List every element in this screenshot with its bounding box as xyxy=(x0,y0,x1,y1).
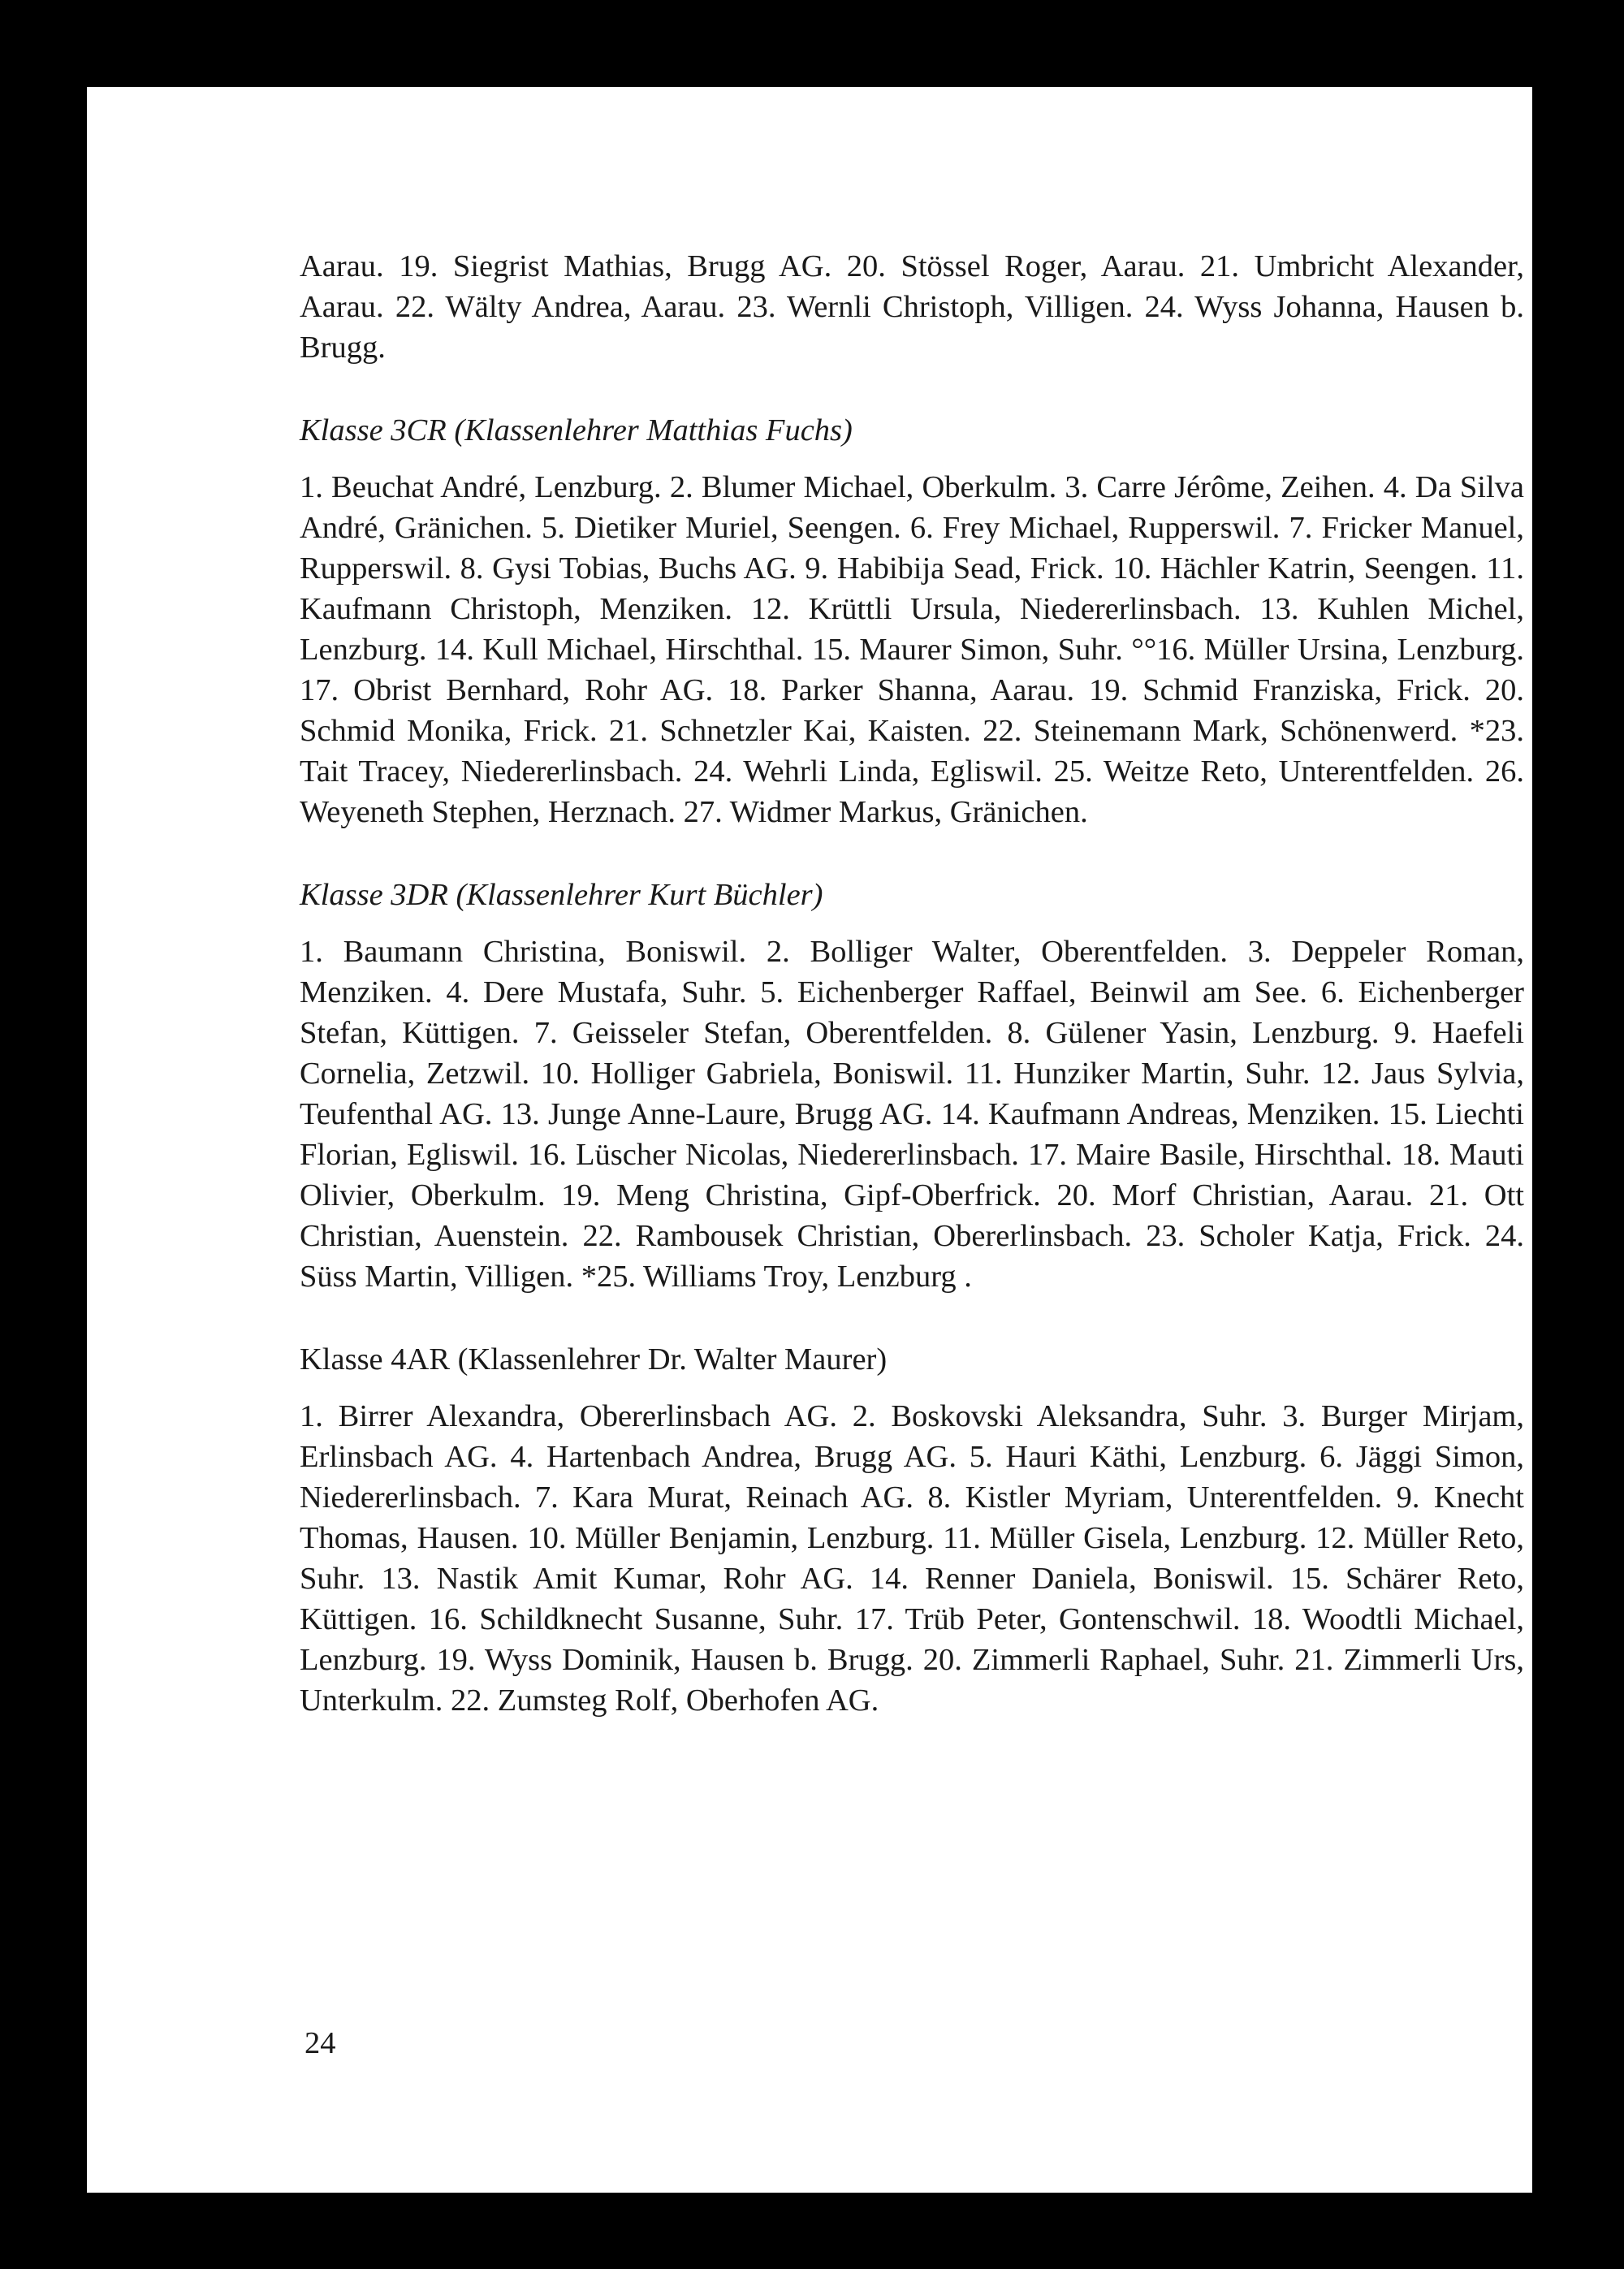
page-content xyxy=(300,246,1524,1721)
spacer xyxy=(300,1380,1524,1396)
spacer xyxy=(300,915,1524,931)
class-heading-3cr: Klasse 3CR (Klassenlehrer Matthias Fuchs) xyxy=(300,413,853,447)
spacer xyxy=(300,832,1524,875)
class-list-3dr: 1. Baumann Christina, Boniswil. 2. Bolliger Walter, Oberentfelden. 3. Deppeler Roman, Menziken. 4. Dere Mustafa, Suhr. 5. Eichenberger Raffael, Beinwil am See. 6. Eichenberger Stefan, Küttigen. 7. Geisseler Stefan, Oberentfelden. 8. Gülener Yasin, Lenzburg. 9. Haefeli Cornelia, Zetzwil. 10. Holliger Gabriela, Boniswil. 11. Hunziker Martin, Suhr. 12. Jaus Sylvia, Teufenthal AG. 13. Junge Anne-Laure, Brugg AG. 14. Kaufmann Andreas, Menziken. 15. Liechti Florian, Egliswil. 16. Lüscher Nicolas, Niedererlinsbach. 17. Maire Basile, Hirschthal. 18. Mauti Olivier, Oberkulm. 19. Meng Christina, Gipf-Oberfrick. 20. Morf Christian, Aarau. 21. Ott Christian, Auenstein. 22. Rambousek Christian, Obererlinsbach. 23. Scholer Katja, Frick. 24. Süss Martin, Villigen. *25. Williams Troy, Lenzburg . xyxy=(300,935,1524,1294)
spacer xyxy=(300,368,1524,410)
continued-paragraph: Aarau. 19. Siegrist Mathias, Brugg AG. 20. Stössel Roger, Aarau. 21. Umbricht Alexander, Aarau. 22. Wälty Andrea, Aarau. 23. Wernli Christoph, Villigen. 24. Wyss Johanna, Hausen b. Brugg. xyxy=(300,249,1524,365)
document-page xyxy=(87,87,1532,2193)
spacer xyxy=(300,1297,1524,1339)
class-heading-4ar: Klasse 4AR (Klassenlehrer Dr. Walter Maurer) xyxy=(300,1342,888,1377)
class-list-3cr: 1. Beuchat André, Lenzburg. 2. Blumer Michael, Oberkulm. 3. Carre Jérôme, Zeihen. 4. Da Silva André, Gränichen. 5. Dietiker Muriel, Seengen. 6. Frey Michael, Rupperswil. 7. Fricker Manuel, Rupperswil. 8. Gysi Tobias, Buchs AG. 9. Habibija Sead, Frick. 10. Hächler Katrin, Seengen. 11. Kaufmann Christoph, Menziken. 12. Krüttli Ursula, Niedererlinsbach. 13. Kuhlen Michel, Lenzburg. 14. Kull Michael, Hirschthal. 15. Maurer Simon, Suhr. °°16. Müller Ursina, Lenzburg. 17. Obrist Bernhard, Rohr AG. 18. Parker Shanna, Aarau. 19. Schmid Franziska, Frick. 20. Schmid Monika, Frick. 21. Schnetzler Kai, Kaisten. 22. Steinemann Mark, Schönenwerd. *23. Tait Tracey, Niedererlinsbach. 24. Wehrli Linda, Egliswil. 25. Weitze Reto, Unterentfelden. 26. Weyeneth Stephen, Herznach. 27. Widmer Markus, Gränichen. xyxy=(300,470,1524,829)
class-heading-3dr: Klasse 3DR (Klassenlehrer Kurt Büchler) xyxy=(300,878,823,912)
page-number: 24 xyxy=(304,2026,336,2060)
spacer xyxy=(300,451,1524,467)
class-list-4ar: 1. Birrer Alexandra, Obererlinsbach AG. 2. Boskovski Aleksandra, Suhr. 3. Burger Mirjam, Erlinsbach AG. 4. Hartenbach Andrea, Brugg AG. 5. Hauri Käthi, Lenzburg. 6. Jäggi Simon, Niedererlinsbach. 7. Kara Murat, Reinach AG. 8. Kistler Myriam, Unterentfelden. 9. Knecht Thomas, Hausen. 10. Müller Benjamin, Lenzburg. 11. Müller Gisela, Lenzburg. 12. Müller Reto, Suhr. 13. Nastik Amit Kumar, Rohr AG. 14. Renner Daniela, Boniswil. 15. Schärer Reto, Küttigen. 16. Schildknecht Susanne, Suhr. 17. Trüb Peter, Gontenschwil. 18. Woodtli Michael, Lenzburg. 19. Wyss Dominik, Hausen b. Brugg. 20. Zimmerli Raphael, Suhr. 21. Zimmerli Urs, Unterkulm. 22. Zumsteg Rolf, Oberhofen AG. xyxy=(300,1399,1524,1718)
